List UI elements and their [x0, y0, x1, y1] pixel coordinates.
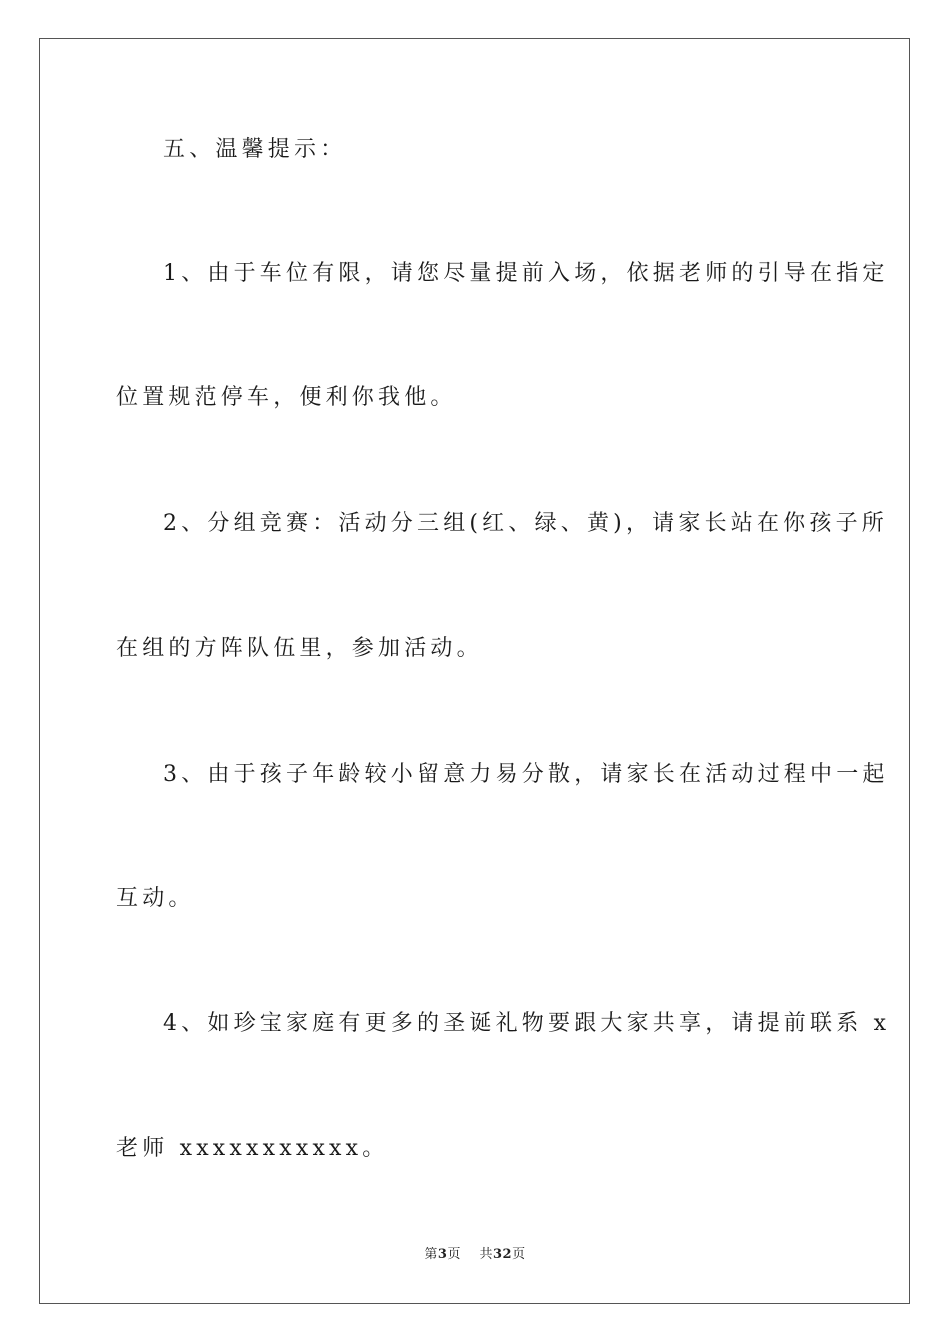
page-prefix: 第	[424, 1247, 438, 1262]
paragraph-line: 2、分组竞赛：活动分三组(红、绿、黄)，请家长站在你孩子所	[163, 511, 888, 536]
paragraph-line: 1、由于车位有限，请您尽量提前入场，依据老师的引导在指定	[163, 261, 889, 286]
paragraph-line: 3、由于孩子年龄较小留意力易分散，请家长在活动过程中一起	[163, 762, 889, 787]
section-heading: 五、温馨提示：	[163, 137, 347, 162]
paragraph-line: 互动。	[116, 886, 195, 911]
total-suffix: 页	[512, 1247, 526, 1262]
total-pages: 32	[493, 1247, 513, 1262]
page-number: 3	[437, 1247, 448, 1262]
total-prefix: 共	[479, 1247, 493, 1262]
paragraph-line: 4、如珍宝家庭有更多的圣诞礼物要跟大家共享，请提前联系 x	[163, 1011, 891, 1036]
paragraph-line: 在组的方阵队伍里，参加活动。	[116, 636, 483, 661]
page-footer	[0, 1246, 950, 1264]
paragraph-line: 位置规范停车，便利你我他。	[116, 385, 457, 410]
paragraph-line: 老师 xxxxxxxxxxx。	[116, 1136, 389, 1161]
page-border	[39, 38, 910, 1304]
page-suffix: 页	[447, 1247, 461, 1262]
